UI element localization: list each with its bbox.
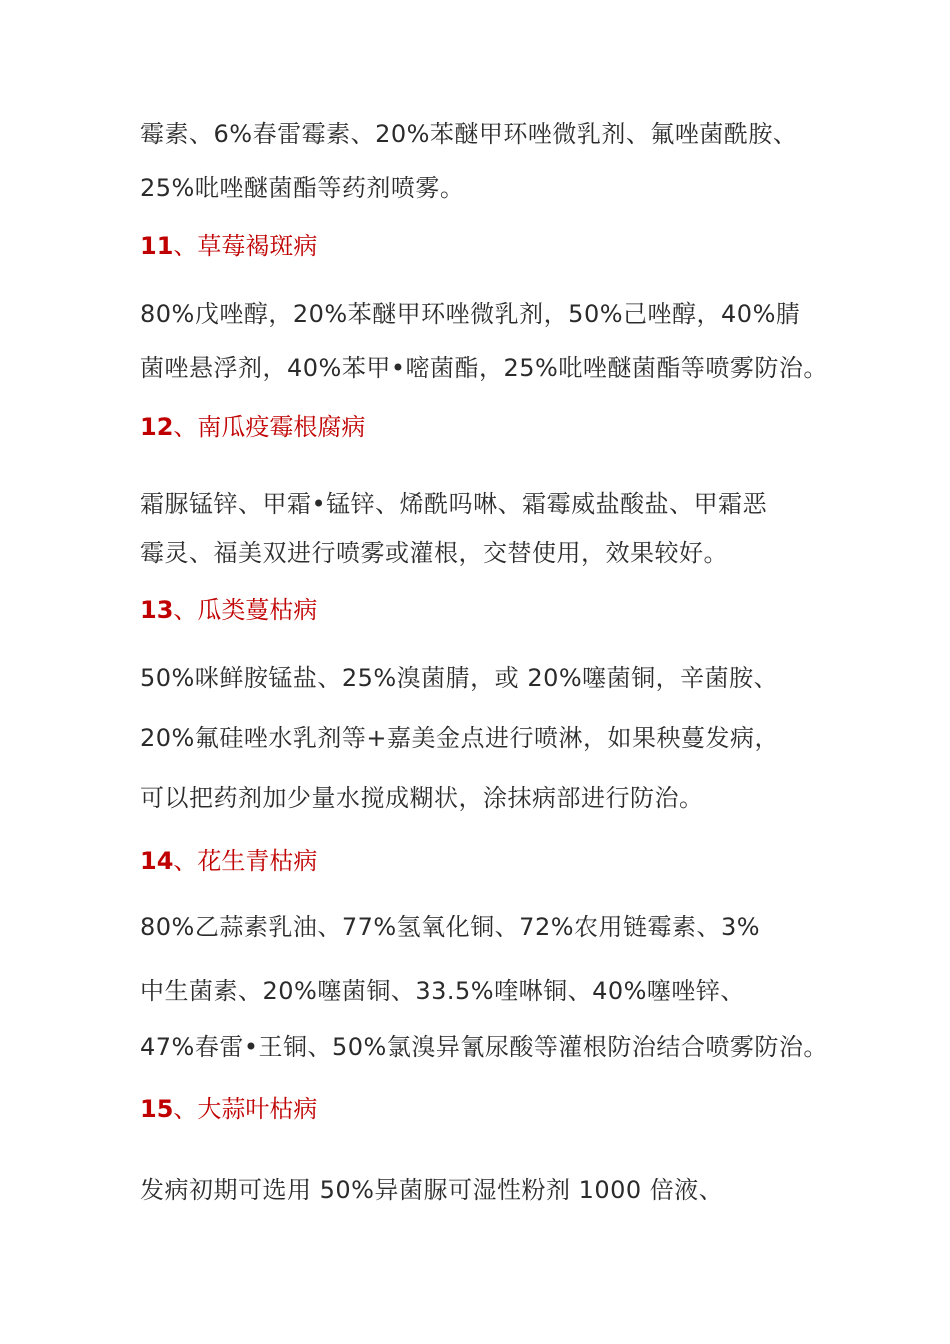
section-heading-14 — [140, 845, 317, 877]
body-text-line: 25%吡唑醚菌酯等药剂喷雾。 — [140, 174, 465, 202]
body-text-line: 可以把药剂加少量水搅成糊状，涂抹病部进行防治。 — [140, 784, 704, 812]
section-title: 、花生青枯病 — [173, 847, 318, 875]
body-text-line: 47%春雷•王铜、50%氯溴异氰尿酸等灌根防治结合喷雾防治。 — [140, 1033, 828, 1061]
section-number: 13 — [140, 596, 174, 624]
section-title: 、瓜类蔓枯病 — [173, 596, 318, 624]
section-heading-15 — [140, 1093, 317, 1125]
body-text-line: 中生菌素、20%噻菌铜、33.5%喹啉铜、40%噻唑锌、 — [140, 977, 745, 1005]
body-text-line: 50%咪鲜胺锰盐、25%溴菌腈，或 20%噻菌铜，辛菌胺、 — [140, 664, 779, 692]
body-text-line: 霜脲锰锌、甲霜•锰锌、烯酰吗啉、霜霉威盐酸盐、甲霜恶 — [140, 490, 768, 518]
section-title: 、大蒜叶枯病 — [173, 1095, 318, 1123]
body-text-line: 20%氟硅唑水乳剂等+嘉美金点进行喷淋，如果秧蔓发病， — [140, 724, 779, 752]
body-text-line: 80%戊唑醇，20%苯醚甲环唑微乳剂，50%己唑醇，40%腈 — [140, 300, 801, 328]
section-number: 15 — [140, 1095, 174, 1123]
section-title: 、南瓜疫霉根腐病 — [173, 413, 366, 441]
section-number: 14 — [140, 847, 174, 875]
body-text-line: 发病初期可选用 50%异菌脲可湿性粉剂 1000 倍液、 — [140, 1176, 724, 1204]
body-text-line: 80%乙蒜素乳油、77%氢氧化铜、72%农用链霉素、3% — [140, 913, 761, 941]
section-heading-12 — [140, 411, 365, 443]
section-number: 11 — [140, 232, 174, 260]
section-heading-11 — [140, 230, 317, 262]
body-text-line: 霉灵、福美双进行喷雾或灌根，交替使用，效果较好。 — [140, 539, 728, 567]
section-number: 12 — [140, 413, 174, 441]
body-text-line: 霉素、6%春雷霉素、20%苯醚甲环唑微乳剂、氟唑菌酰胺、 — [140, 120, 798, 148]
section-title: 、草莓褐斑病 — [173, 232, 318, 260]
section-heading-13 — [140, 594, 317, 626]
body-text-line: 菌唑悬浮剂，40%苯甲•嘧菌酯，25%吡唑醚菌酯等喷雾防治。 — [140, 354, 828, 382]
